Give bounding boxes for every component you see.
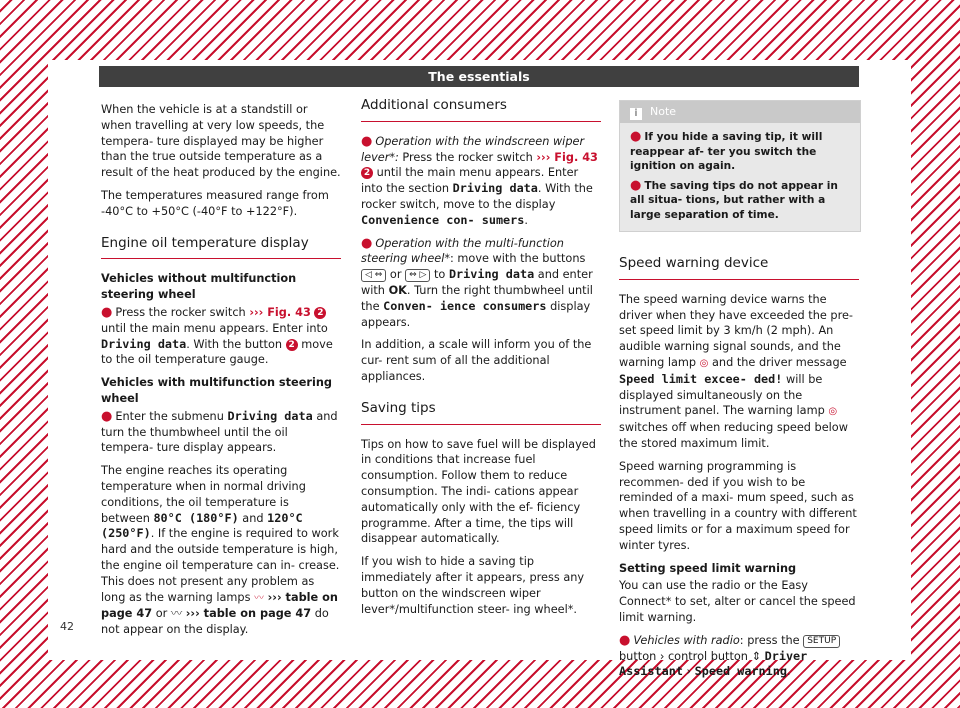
bullet-icon: ●: [361, 235, 373, 251]
figure-link[interactable]: ››› Fig. 43: [249, 305, 311, 319]
bullet-icon: ●: [101, 304, 113, 320]
heading-engine-oil: Engine oil temperature display: [101, 236, 341, 260]
speed-warning-lamp-icon: ◎: [699, 357, 709, 369]
column-1: [101, 102, 341, 645]
paragraph: Speed warning programming is recommen- ded if you wish to be reminded of a maxi- mum speed, such as when travelling in a country with different speed limits or for a maximum speed for winter tyres.: [619, 459, 857, 552]
figure-link[interactable]: ››› Fig. 43: [536, 150, 598, 164]
paragraph: Tips on how to save fuel will be displayed in conditions that increase fuel consumption. Follow them to reduce consumption. The indi- cations appear automatically only with the ef- ficiency programme. After a time, the tips will disappear automatically.: [361, 437, 596, 546]
paragraph: The speed warning device warns the driver when they have exceeded the pre-set speed limit by 3 km/h (2 mph). An audible warning signal sounds, and the warning lamp ◎ and the driver message Speed limit excee- ded! will be displayed simultaneously on the instrument panel. The warning lamp ◎ switches off when reducing speed below the stored maximum limit.: [619, 292, 854, 450]
bullet-item: ● Operation with the windscreen wiper lever*: Press the rocker switch ››› Fig. 43 2 until the main menu appears. Enter into the section Driving data. With the rocker switch, move to the display Convenience con- sumers.: [361, 133, 598, 227]
left-arrow-button-icon: ◁ ⇔: [361, 269, 386, 282]
menu-term: Driving data: [101, 336, 187, 351]
bullet-item: ● Press the rocker switch ››› Fig. 43 2 until the main menu appears. Enter into Driving data. With the button 2 move to the oil temperature gauge.: [101, 304, 333, 367]
paragraph: You can use the radio or the Easy Connect* to set, alter or cancel the speed limit warning.: [619, 579, 856, 624]
section-header: The essentials: [99, 66, 859, 87]
page-number: 42: [60, 620, 74, 633]
bullet-icon: ●: [619, 632, 631, 648]
callout-number: 2: [286, 339, 298, 351]
right-arrow-button-icon: ⇔ ▷: [405, 269, 430, 282]
paragraph: The temperatures measured range from -40°C to +50°C (-40°F to +122°F).: [101, 188, 329, 218]
subheading: Setting speed limit warning: [619, 561, 797, 575]
note-body: ● If you hide a saving tip, it will reappear af- ter you switch the ignition on again. ● The saving tips do not appear in all situa- tions, but rather with a large separation of time.: [630, 129, 838, 221]
table-link[interactable]: ››› table on page 47: [101, 590, 338, 621]
up-down-arrows-icon: ⇕: [751, 649, 762, 663]
subheading: Vehicles with multifunction steering wheel: [101, 376, 332, 405]
oil-temperature-warning-icon-2: 〰: [170, 607, 183, 621]
paragraph: When the vehicle is at a standstill or when travelling at very low speeds, the tempera- ture displayed may be higher than the true outside temperature as a result of the heat produced by the engine.: [101, 103, 341, 180]
info-icon: i: [630, 108, 642, 120]
paragraph: The engine reaches its operating temperature when in normal driving conditions, the oil temperature is between 80°C (180°F) and 120°C (250°F). If the engine is required to work hard and the outside temperature is high, the engine oil temperature can in- crease. This does not present any problem as long as the warning lamps 〰 ››› table on page 47 or 〰 ››› table on page 47 do not appear on the display.: [101, 464, 340, 637]
subheading: Vehicles without multifunction steering wheel: [101, 272, 297, 302]
heading-additional-consumers: Additional consumers: [361, 98, 601, 122]
oil-temperature-warning-icon: 〰: [254, 592, 265, 604]
paragraph: If you wish to hide a saving tip immediately after it appears, press any button on the windscreen wiper lever*/multifunction steer- ing wheel*.: [361, 555, 585, 616]
heading-speed-warning: Speed warning device: [619, 256, 859, 280]
bullet-item: ● Vehicles with radio: press the SETUP button › control button ⇕ Driver Assistant › Speed warning.: [619, 633, 859, 680]
bullet-item: ● Enter the submenu Driving data and turn the thumbwheel until the oil tempera- ture display appears.: [101, 408, 338, 455]
note-box: [619, 100, 861, 232]
speed-warning-lamp-icon: ◎: [828, 406, 838, 418]
setup-button: SETUP: [803, 635, 840, 648]
menu-term: Driving data: [227, 408, 313, 423]
table-link[interactable]: ››› table on page 47: [185, 607, 312, 621]
bullet-item: ● Operation with the multi-function steering wheel*: move with the buttons ◁ ⇔ or ⇔ ▷ to Driving data and enter with OK. Turn the right thumbwheel until the Conven- ience consumers display appears.: [361, 235, 593, 329]
note-header: i Note: [620, 101, 860, 123]
bullet-icon: ●: [361, 133, 373, 149]
heading-saving-tips: Saving tips: [361, 401, 601, 425]
paragraph: In addition, a scale will inform you of the cur- rent sum of all the additional appliances.: [361, 338, 592, 383]
callout-number: 2: [314, 307, 326, 319]
column-3: [619, 100, 859, 687]
bullet-icon: ●: [101, 408, 113, 424]
callout-number: 2: [361, 167, 373, 179]
column-2: [361, 98, 601, 624]
